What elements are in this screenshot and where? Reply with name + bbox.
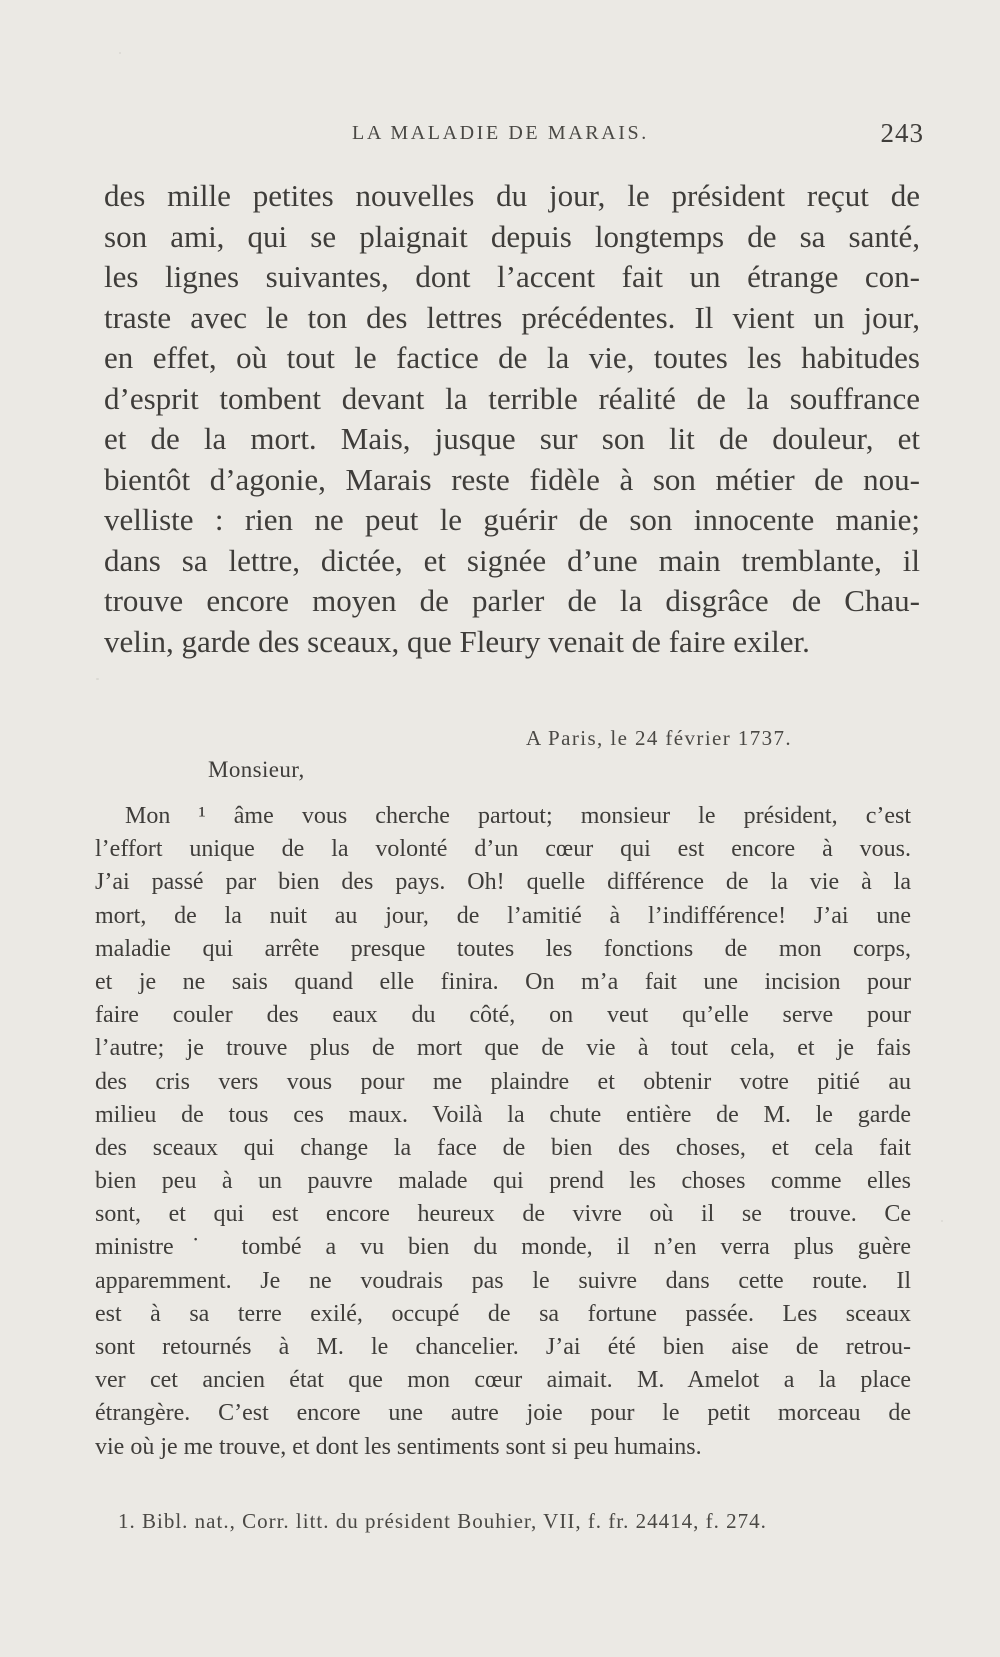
letter-line: des sceaux qui change la face de bien des choses, et cela fait	[95, 1134, 911, 1161]
paragraph-line: des mille petites nouvelles du jour, le président reçut de	[104, 178, 920, 213]
letter-line: étrangère. C’est encore une autre joie pour le petit morceau de	[95, 1400, 911, 1427]
letter-line: des cris vers vous pour me plaindre et obtenir votre pitié au	[95, 1068, 911, 1095]
letter-line: ministre˙ tombé a vu bien du monde, il n’en verra plus guère	[95, 1234, 911, 1261]
letter-line: Mon ¹ âme vous cherche partout; monsieur le président, c’est	[125, 803, 911, 829]
footnote: 1. Bibl. nat., Corr. litt. du président Bouhier, VII, f. fr. 24414, f. 274.	[118, 1509, 767, 1533]
paragraph-line: d’esprit tombent devant la terrible réalité de la souffrance	[104, 380, 920, 416]
letter-line: et je ne sais quand elle finira. On m’a fait une incision pour	[95, 968, 911, 995]
main-paragraph	[104, 176, 920, 662]
paper-speck	[96, 678, 99, 680]
paper-speck	[941, 1220, 943, 1222]
paragraph-line: son ami, qui se plaignait depuis longtemps de sa santé,	[104, 218, 920, 254]
paragraph-line: bientôt d’agonie, Marais reste fidèle à son métier de nou-	[104, 461, 920, 497]
letter-line: sont retournés à M. le chancelier. J’ai été bien aise de retrou-	[95, 1334, 911, 1360]
letter-line: apparemment. Je ne voudrais pas le suivre dans cette route. Il	[95, 1267, 911, 1294]
paragraph-line: velin, garde des sceaux, que Fleury venait de faire exiler.	[104, 623, 810, 659]
letter-line: vie où je me trouve, et dont les sentiments sont si peu humains.	[95, 1433, 702, 1460]
letter-line: J’ai passé par bien des pays. Oh! quelle différence de la vie à la	[95, 869, 911, 896]
letter-line: faire couler des eaux du côté, on veut qu’elle serve pour	[95, 1002, 911, 1029]
letter-line: est à sa terre exilé, occupé de sa fortune passée. Les sceaux	[95, 1300, 911, 1327]
letter-line: l’autre; je trouve plus de mort que de vie à tout cela, et je fais	[95, 1035, 911, 1062]
paragraph-line: et de la mort. Mais, jusque sur son lit de douleur, et	[104, 421, 920, 456]
paragraph-line: trouve encore moyen de parler de la disgrâce de Chau-	[104, 583, 920, 618]
quoted-letter	[95, 800, 911, 1464]
paragraph-line: en effet, où tout le factice de la vie, toutes les habitudes	[104, 340, 920, 375]
letter-line: mort, de la nuit au jour, de l’amitié à l’indifférence! J’ai une	[95, 902, 911, 929]
letter-line: maladie qui arrête presque toutes les fonctions de mon corps,	[95, 935, 911, 962]
paper-speck	[119, 52, 121, 54]
running-head	[104, 118, 924, 152]
page-number: 243	[880, 118, 924, 148]
paragraph-line: les lignes suivantes, dont l’accent fait un étrange con-	[104, 259, 920, 294]
letter-line: milieu de tous ces maux. Voilà la chute entière de M. le garde	[95, 1101, 911, 1128]
running-title: LA MALADIE DE MARAIS.	[352, 122, 649, 144]
paragraph-line: velliste : rien ne peut le guérir de son innocente manie;	[104, 502, 920, 537]
paragraph-line: traste avec le ton des lettres précédentes. Il vient un jour,	[104, 299, 920, 335]
paragraph-line: dans sa lettre, dictée, et signée d’une main tremblante, il	[104, 542, 920, 578]
letter-salutation: Monsieur,	[208, 757, 305, 782]
letter-line: sont, et qui est encore heureux de vivre où il se trouve. Ce	[95, 1201, 911, 1228]
letter-line: ver cet ancien état que mon cœur aimait. M. Amelot a la place	[95, 1367, 911, 1394]
letter-line: l’effort unique de la volonté d’un cœur qui est encore à vous.	[95, 836, 911, 863]
letter-dateline: A Paris, le 24 février 1737.	[526, 726, 793, 750]
letter-line: bien peu à un pauvre malade qui prend les choses comme elles	[95, 1168, 911, 1195]
